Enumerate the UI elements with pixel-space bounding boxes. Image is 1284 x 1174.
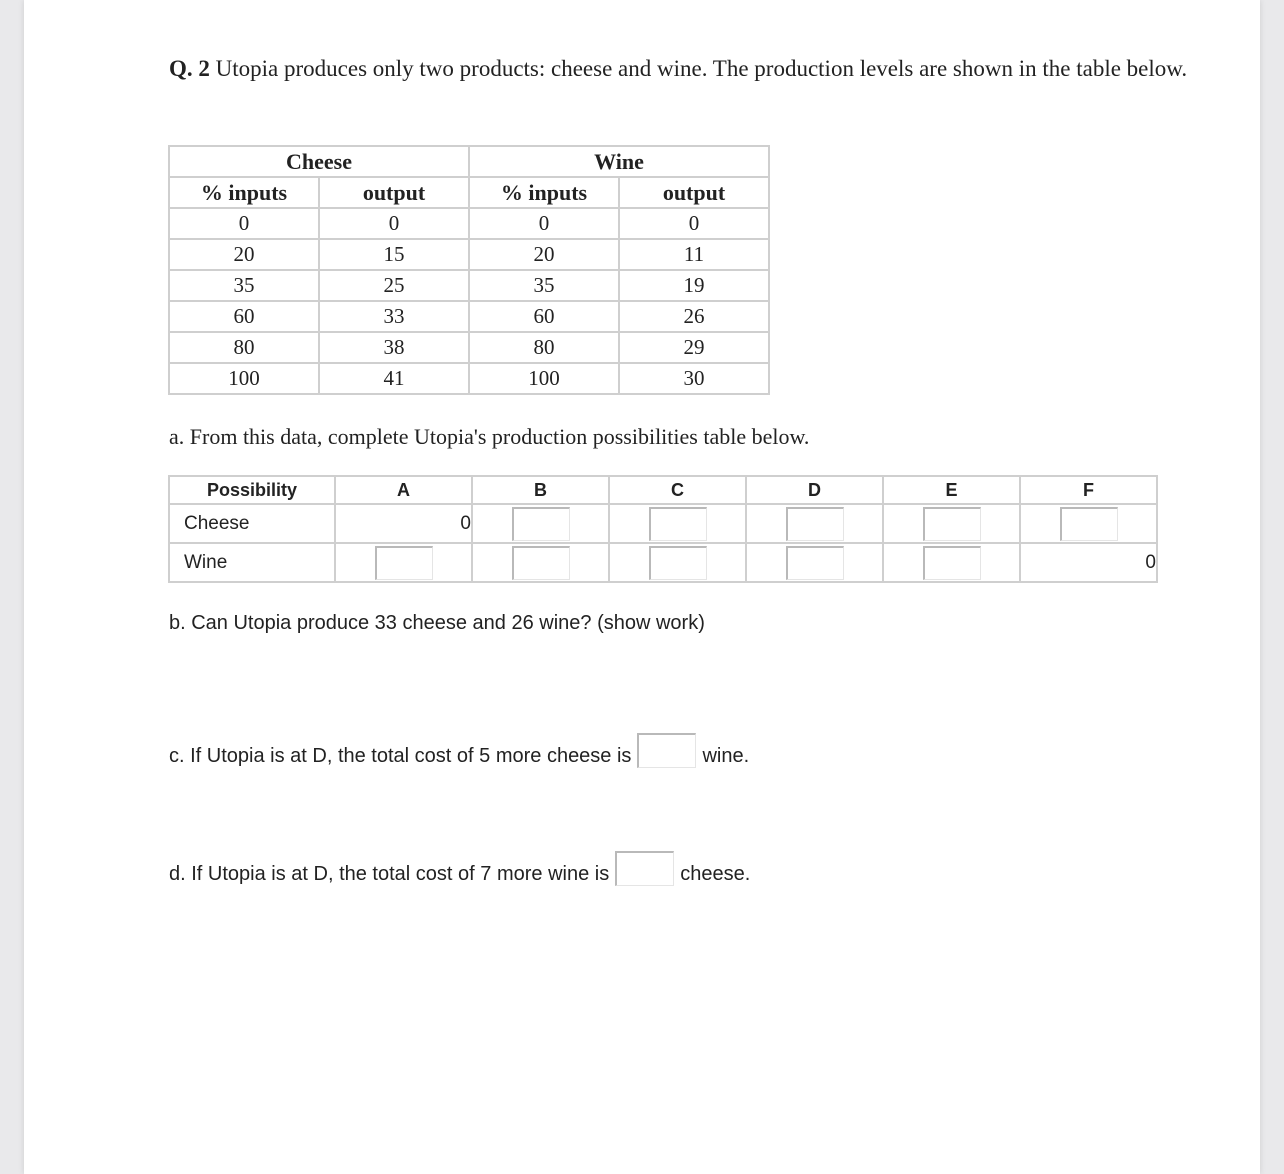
cheese-e-input[interactable] [923, 507, 981, 541]
wine-output-header: output [619, 177, 769, 208]
table-cell: 0 [319, 208, 469, 239]
part-d-prompt [169, 851, 750, 886]
cheese-row-label: Cheese [169, 504, 335, 543]
table-cell: 60 [469, 301, 619, 332]
table-cell: 80 [169, 332, 319, 363]
table-cell: 25 [319, 270, 469, 301]
part-d-text-after: cheese. [680, 863, 751, 885]
table-cell: 0 [619, 208, 769, 239]
table-cell: 100 [469, 363, 619, 394]
wine-b-input[interactable] [512, 546, 570, 580]
table-cell: 30 [619, 363, 769, 394]
table-row [169, 363, 769, 394]
wine-c-input[interactable] [649, 546, 707, 580]
part-b-prompt: b. Can Utopia produce 33 cheese and 26 wine? (show work) [169, 612, 705, 634]
table-row [169, 239, 769, 270]
part-c-prompt [169, 733, 749, 768]
table-cell: 41 [319, 363, 469, 394]
column-header-a: A [335, 476, 472, 504]
table-cell: 15 [319, 239, 469, 270]
cheese-row [169, 504, 1157, 543]
wine-row [169, 543, 1157, 582]
question-body: Utopia produces only two products: cheese and wine. The production levels are shown in the table below. [215, 56, 1188, 81]
cheese-inputs-header: % inputs [169, 177, 319, 208]
part-a-prompt: a. From this data, complete Utopia's production possibilities table below. [169, 424, 810, 449]
question-text [169, 54, 1189, 84]
table-cell: 35 [469, 270, 619, 301]
table-cell: 19 [619, 270, 769, 301]
question-number: Q. 2 [169, 56, 210, 81]
cheese-f-input[interactable] [1060, 507, 1118, 541]
wine-d-input[interactable] [786, 546, 844, 580]
cheese-output-header: output [319, 177, 469, 208]
table-cell: 29 [619, 332, 769, 363]
wine-header: Wine [469, 146, 769, 177]
column-header-f: F [1020, 476, 1157, 504]
table-cell: 0 [169, 208, 319, 239]
production-data-table [168, 145, 770, 395]
cheese-b-input[interactable] [512, 507, 570, 541]
wine-row-label: Wine [169, 543, 335, 582]
table-row [169, 301, 769, 332]
cheese-d-input[interactable] [786, 507, 844, 541]
table-cell: 100 [169, 363, 319, 394]
wine-inputs-header: % inputs [469, 177, 619, 208]
part-c-text-before: c. If Utopia is at D, the total cost of 5 more cheese is [169, 745, 632, 767]
table-cell: 20 [469, 239, 619, 270]
table-cell: 26 [619, 301, 769, 332]
column-header-b: B [472, 476, 609, 504]
wine-a-input[interactable] [375, 546, 433, 580]
cheese-c-input[interactable] [649, 507, 707, 541]
table-cell: 20 [169, 239, 319, 270]
table-cell: 0 [469, 208, 619, 239]
table-row [169, 270, 769, 301]
wine-e-input[interactable] [923, 546, 981, 580]
wine-f-value: 0 [1020, 543, 1157, 582]
table-row [169, 332, 769, 363]
table-cell: 35 [169, 270, 319, 301]
table-cell: 60 [169, 301, 319, 332]
table-cell: 11 [619, 239, 769, 270]
column-header-d: D [746, 476, 883, 504]
table-cell: 38 [319, 332, 469, 363]
table-cell: 80 [469, 332, 619, 363]
part-d-text-before: d. If Utopia is at D, the total cost of 7 more wine is [169, 863, 610, 885]
possibility-header: Possibility [169, 476, 335, 504]
part-c-answer-input[interactable] [637, 733, 696, 768]
column-header-c: C [609, 476, 746, 504]
table-cell: 33 [319, 301, 469, 332]
table-row [169, 208, 769, 239]
part-d-answer-input[interactable] [615, 851, 674, 886]
production-possibilities-table [168, 475, 1158, 583]
cheese-header: Cheese [169, 146, 469, 177]
column-header-e: E [883, 476, 1020, 504]
part-c-text-after: wine. [702, 745, 750, 767]
document-page [24, 0, 1260, 1174]
cheese-a-value: 0 [335, 504, 472, 543]
